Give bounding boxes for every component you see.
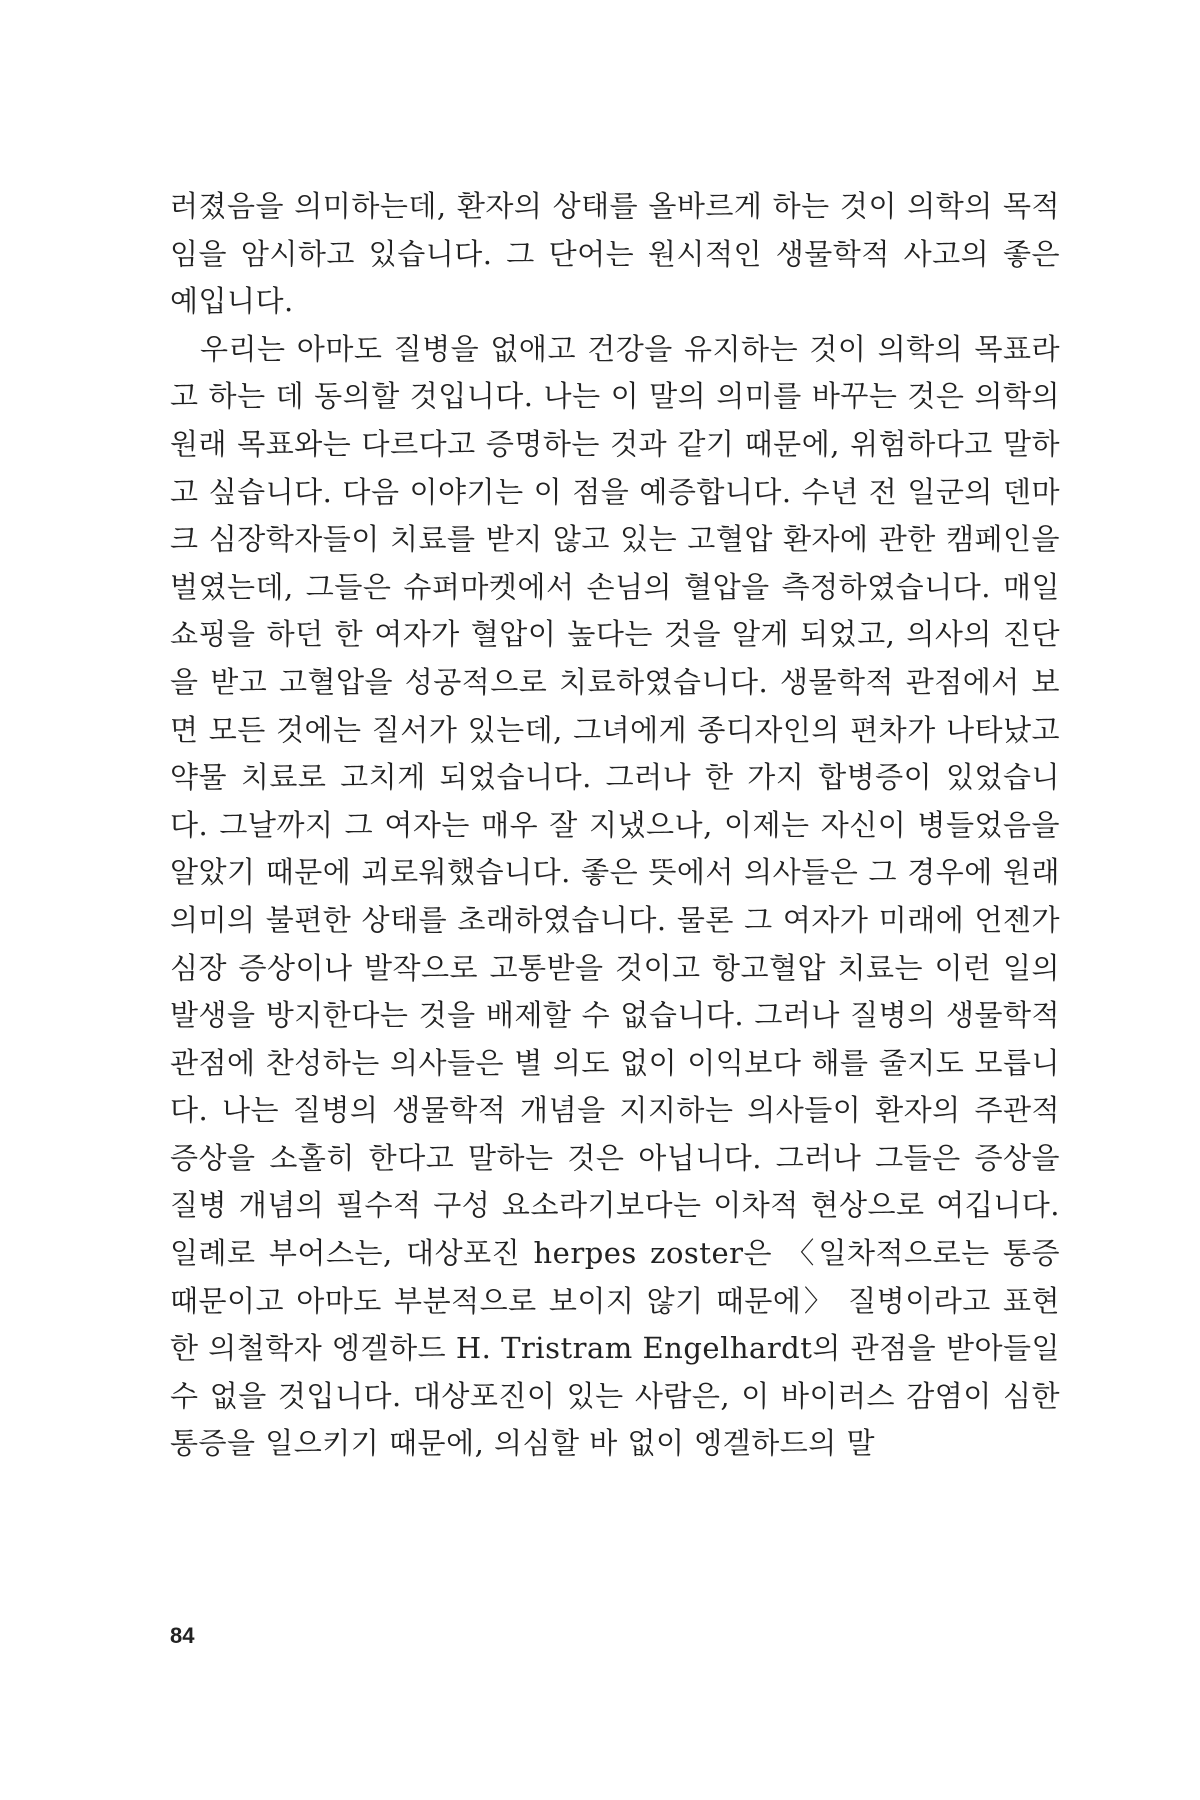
page-number: 84 [170,1623,195,1648]
paragraph-main: 우리는 아마도 질병을 없애고 건강을 유지하는 것이 의학의 목표라고 하는 데 동의할 것입니다. 나는 이 말의 의미를 바꾸는 것은 의학의 원래 목표와는 다르다고 증명하는 것과 같기 때문에, 위험하다고 말하고 싶습니다. 다음 이야기는 이 점을 예증합니다. 수년 전 일군의 덴마크 심장학자들이 치료를 받지 않고 있는 고혈압 환자에 관한 캠페인을 벌였는데, 그들은 슈퍼마켓에서 손님의 혈압을 측정하였습니다. 매일 쇼핑을 하던 한 여자가 혈압이 높다는 것을 알게 되었고, 의사의 진단을 받고 고혈압을 성공적으로 치료하였습니다. 생물학적 관점에서 보면 모든 것에는 질서가 있는데, 그녀에게 종디자인의 편차가 나타났고 약물 치료로 고치게 되었습니다. 그러나 한 가지 합병증이 있었습니다. 그날까지 그 여자는 매우 잘 지냈으나, 이제는 자신이 병들었음을 알았기 때문에 괴로워했습니다. 좋은 뜻에서 의사들은 그 경우에 원래 의미의 불편한 상태를 초래하였습니다. 물론 그 여자가 미래에 언젠가 심장 증상이나 발작으로 고통받을 것이고 항고혈압 치료는 이런 일의 발생을 방지한다는 것을 배제할 수 없습니다. 그러나 질병의 생물학적 관점에 찬성하는 의사들은 별 의도 없이 이익보다 해를 줄지도 모릅니다. 나는 질병의 생물학적 개념을 지지하는 의사들이 환자의 주관적 증상을 소홀히 한다고 말하는 것은 아닙니다. 그러나 그들은 증상을 질병 개념의 필수적 구성 요소라기보다는 이차적 현상으로 여깁니다. 일례로 부어스는, 대상포진 herpes zoster은 〈일차적으로는 통증 때문이고 아마도 부분적으로 보이지 않기 때문에〉 질병이라고 표현한 의철학자 엥겔하드 H. Tristram Engelhardt의 관점을 받아들일 수 없을 것입니다. 대상포진이 있는 사람은, 이 바이러스 감염이 심한 통증을 일으키기 때문에, 의심할 바 없이 엥겔하드의 말 [170,331,1060,1461]
paragraph-continued: 러졌음을 의미하는데, 환자의 상태를 올바르게 하는 것이 의학의 목적임을 암시하고 있습니다. 그 단어는 원시적인 생물학적 사고의 좋은 예입니다. [170,189,1060,319]
body-text [170,183,1060,1468]
